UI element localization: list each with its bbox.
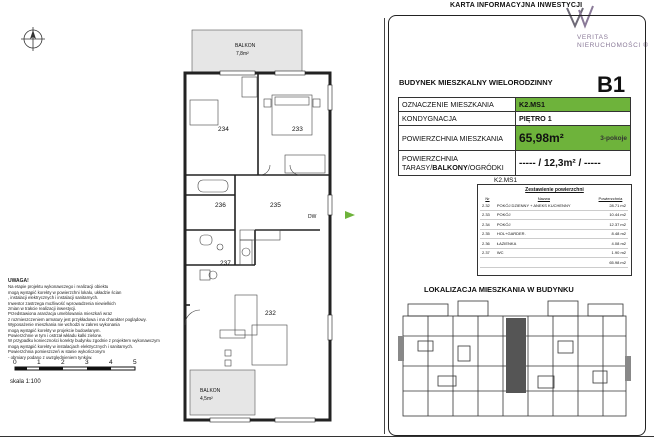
room-area: 1.90 m2 xyxy=(593,248,628,258)
table-row xyxy=(480,210,628,220)
balcony-bottom-area: 4,5m² xyxy=(200,396,213,402)
scale-label: skala 1:100 xyxy=(10,379,41,385)
room-235: 235 xyxy=(270,202,281,209)
room-area: 12.37 m2 xyxy=(593,220,628,230)
highlighted-apartment xyxy=(506,318,526,393)
room-237: 237 xyxy=(220,260,231,267)
notes-line: Na etapie projektu wykonawczego i realizacji obiektu xyxy=(8,284,109,290)
table-row xyxy=(480,248,628,258)
room-232: 232 xyxy=(265,310,276,317)
room-name: POKÓJ xyxy=(495,220,593,230)
balcony-bottom-label: BALKON xyxy=(200,388,221,394)
rooms-total: 65.98 m2 xyxy=(593,258,628,268)
area-cell xyxy=(516,126,631,151)
room-no: 2.32 xyxy=(480,201,495,210)
room-area: 10.44 m2 xyxy=(593,210,628,220)
floor-label: KONDYGNACJA xyxy=(399,112,516,126)
room-name: WC xyxy=(495,248,593,258)
outdoor-label-bold: BALKONY xyxy=(432,163,468,172)
outdoor-label-pre: POWIERZCHNIA TARASY/ xyxy=(402,154,458,172)
notes-line: Wyposażenie mieszkania nie wchodzi w zakres wykonania xyxy=(8,322,120,328)
balcony-top-area: 7,8m² xyxy=(236,51,249,57)
room-no: 2.37 xyxy=(480,248,495,258)
scale-tick: 5 xyxy=(133,359,137,366)
scale-tick: 0 xyxy=(13,359,17,366)
room-area: 8.48 m2 xyxy=(593,229,628,239)
wardrobe-label: DW xyxy=(308,214,317,220)
notes-line: W przypadku konieczności korekty budynku zgodnie z projektem wykonawczym xyxy=(8,338,160,344)
scale-tick: 4 xyxy=(109,359,113,366)
room-no: 2.35 xyxy=(480,229,495,239)
room-233: 233 xyxy=(292,126,303,133)
notes-line: Przedstawiona aranżacja umeblowania mieszkań wraz xyxy=(8,311,113,317)
room-234: 234 xyxy=(218,126,229,133)
rooms-header-name: Nazwa xyxy=(537,196,550,201)
outdoor-label-post: /OGRÓDKI xyxy=(467,163,504,172)
room-name: POKÓJ DZIENNY + ANEKS KUCHENNY xyxy=(495,201,593,210)
designation-label: OZNACZENIE MIESZKANIA xyxy=(399,98,516,112)
rooms-title: Zestawienie powierzchni xyxy=(525,187,584,193)
room-no: 2.34 xyxy=(480,220,495,230)
room-no: 2.36 xyxy=(480,239,495,249)
room-name: HOL+GARDER. xyxy=(495,229,593,239)
notes-block xyxy=(8,278,190,360)
rooms-count: 3-pokoje xyxy=(600,135,627,142)
notes-line: Powierzchnia pomieszczeń w stanie wykończonym xyxy=(8,349,105,355)
table-row-total xyxy=(480,258,628,268)
building-location-plan xyxy=(398,296,631,424)
rooms-unit-code: K2.MS1 xyxy=(494,177,518,184)
rooms-header-area: Powierzchnia xyxy=(598,196,623,201)
notes-line: z rozmieszczeniem armatury jest przykładowa i ma charakter poglądowy. xyxy=(8,316,147,322)
area-value: 65,98m² xyxy=(519,131,564,145)
designation-value: K2.MS1 xyxy=(516,98,631,112)
notes-line: Inwestor zastrzega możliwość wprowadzenia niewielkich xyxy=(8,300,116,306)
notes-line: , instalacji elektrycznych i instalacji sanitarnych. xyxy=(8,295,99,301)
notes-line: zmian w trakcie realizacji inwestycji. xyxy=(8,306,77,312)
scale-tick: 1 xyxy=(37,359,41,366)
entrance-arrow-icon xyxy=(345,211,355,219)
rooms-table xyxy=(480,196,628,268)
notes-line: mogą wystąpić korekty w projekcie budowlanym. xyxy=(8,327,101,333)
outdoor-label xyxy=(399,151,516,176)
area-label: POWIERZCHNIA MIESZKANIA xyxy=(399,126,516,151)
room-no: 2.33 xyxy=(480,210,495,220)
balcony-top-label: BALKON xyxy=(235,43,256,49)
notes-line: Powierzchnie w tym i ostrzał wkładu kalki zielone. xyxy=(8,333,103,339)
header-title: KARTA INFORMACYJNA INWESTYCJI xyxy=(450,2,583,9)
notes-line: mogą wystąpić korekty w powierzchni lokalu, układzie ścian xyxy=(8,289,122,295)
room-area: 4.08 m2 xyxy=(593,239,628,249)
building-code: B1 xyxy=(597,72,626,97)
divider xyxy=(384,18,385,434)
location-title: LOKALIZACJA MIESZKANIA W BUDYNKU xyxy=(424,285,574,294)
floor-plan xyxy=(180,25,355,425)
bottom-divider xyxy=(0,436,654,437)
north-arrow-icon xyxy=(18,24,48,54)
notes-heading: UWAGA! xyxy=(8,278,29,284)
brand-name: VERITAS NIERUCHOMOŚCI ® xyxy=(577,34,649,49)
scale-tick: 2 xyxy=(61,359,65,366)
table-row xyxy=(480,201,628,210)
room-area: 28.71 m2 xyxy=(593,201,628,210)
scale-tick: 3 xyxy=(85,359,89,366)
room-name: ŁAZIENKA xyxy=(495,239,593,249)
table-row xyxy=(480,229,628,239)
rooms-header-no: Nr xyxy=(485,196,490,201)
room-name: POKÓJ xyxy=(495,210,593,220)
table-row xyxy=(480,239,628,249)
notes-line: mogą wystąpić korekty w instalacjach elektrycznych i sanitarnych. xyxy=(8,343,134,349)
notes-line: - obmiary podano z uwzględnieniem tynków. xyxy=(8,354,93,360)
table-row xyxy=(480,220,628,230)
room-236: 236 xyxy=(215,202,226,209)
building-title: BUDYNEK MIESZKALNY WIELORODZINNY xyxy=(399,78,553,87)
floor-value: PIĘTRO 1 xyxy=(516,112,631,126)
outdoor-value: ----- / 12,3m² / ----- xyxy=(516,151,631,176)
apartment-info-table xyxy=(398,97,631,176)
rooms-summary xyxy=(477,184,632,276)
